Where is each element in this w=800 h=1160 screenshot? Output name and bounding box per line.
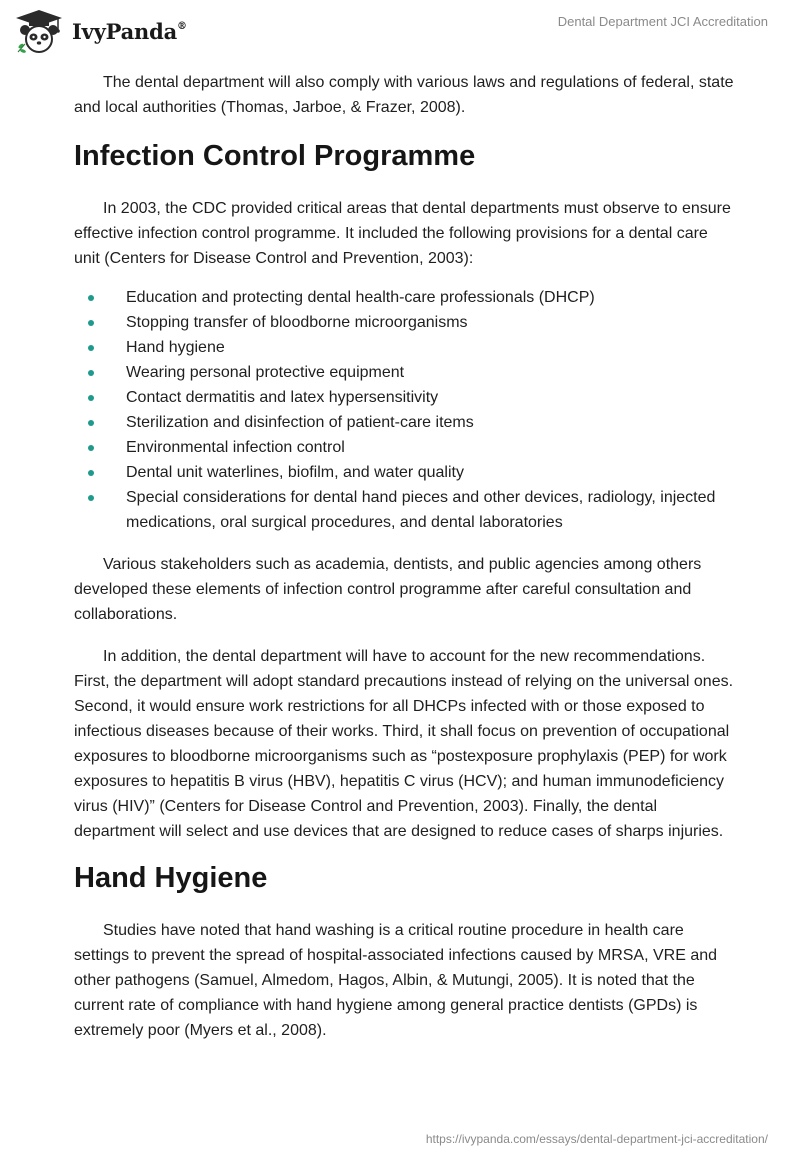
bullet-icon — [88, 370, 94, 376]
list-item: Environmental infection control — [74, 435, 734, 460]
intro-paragraph: The dental department will also comply with various laws and regulations of federal, state and local authorities (Thomas, Jarboe, & Frazer, 2008). — [74, 74, 734, 116]
bullet-icon — [88, 420, 94, 426]
bullet-icon — [88, 495, 94, 501]
section-heading-infection-control: Infection Control Programme — [74, 140, 476, 172]
paragraph: Studies have noted that hand washing is a critical routine procedure in health care settings to prevent the spread of hospital-associated infections caused by MRSA, VRE and other pathogens (Samuel, Almedom, Hagos, Albin, & Mutungi, 2005). It is noted that the current rate of compliance with hand hygiene among general practice dentists (GPDs) is extremely poor (Myers et al., 2008). — [74, 922, 718, 1039]
paragraph: In 2003, the CDC provided critical areas that dental departments must observe to ensure effective infection control programme. It included the following provisions for a dental care unit (Centers for Disease Control and Prevention, 2003): — [74, 200, 731, 267]
page-header — [0, 0, 800, 62]
paragraph: In addition, the dental department will have to account for the new recommendations. First, the department will adopt standard precautions instead of relying on the universal ones. Second, it would ensure work restrictions for all DHCPs infected with or those exposed to infectious diseases because of their works. Third, it shall focus on prevention of occupational exposures to bloodborne microorganisms such as “postexposure prophylaxis (PEP) for work exposures to hepatitis B virus (HBV), hepatitis C virus (HCV); and human immunodeficiency virus (HIV)” (Centers for Disease Control and Prevention, 2003). Finally, the dental department will select and use devices that are designed to reduce cases of sharps injuries. — [74, 648, 734, 840]
brand-logo[interactable] — [14, 8, 187, 54]
list-item: Sterilization and disinfection of patient-care items — [74, 410, 734, 435]
list-item: Hand hygiene — [74, 335, 734, 360]
bullet-icon — [88, 345, 94, 351]
bullet-icon — [88, 395, 94, 401]
bullet-icon — [88, 320, 94, 326]
bullet-icon — [88, 295, 94, 301]
source-url[interactable]: https://ivypanda.com/essays/dental-department-jci-accreditation/ — [425, 1132, 768, 1146]
section-heading-hand-hygiene: Hand Hygiene — [74, 862, 268, 894]
provisions-list — [74, 285, 734, 535]
list-item: Stopping transfer of bloodborne microorganisms — [74, 310, 734, 335]
registered-mark: ® — [177, 20, 187, 32]
list-item: Special considerations for dental hand pieces and other devices, radiology, injected medications, oral surgical procedures, and dental laboratories — [74, 485, 734, 535]
list-item: Education and protecting dental health-care professionals (DHCP) — [74, 285, 734, 310]
bullet-icon — [88, 470, 94, 476]
list-item: Dental unit waterlines, biofilm, and water quality — [74, 460, 734, 485]
essay-content — [74, 70, 734, 1043]
list-item: Contact dermatitis and latex hypersensitivity — [74, 385, 734, 410]
brand-name: IvyPanda® — [72, 18, 187, 44]
panda-logo-icon — [14, 8, 64, 54]
document-title: Dental Department JCI Accreditation — [557, 14, 768, 29]
paragraph: Various stakeholders such as academia, dentists, and public agencies among others developed these elements of infection control programme after careful consultation and collaborations. — [74, 556, 702, 623]
list-item: Wearing personal protective equipment — [74, 360, 734, 385]
bullet-icon — [88, 445, 94, 451]
